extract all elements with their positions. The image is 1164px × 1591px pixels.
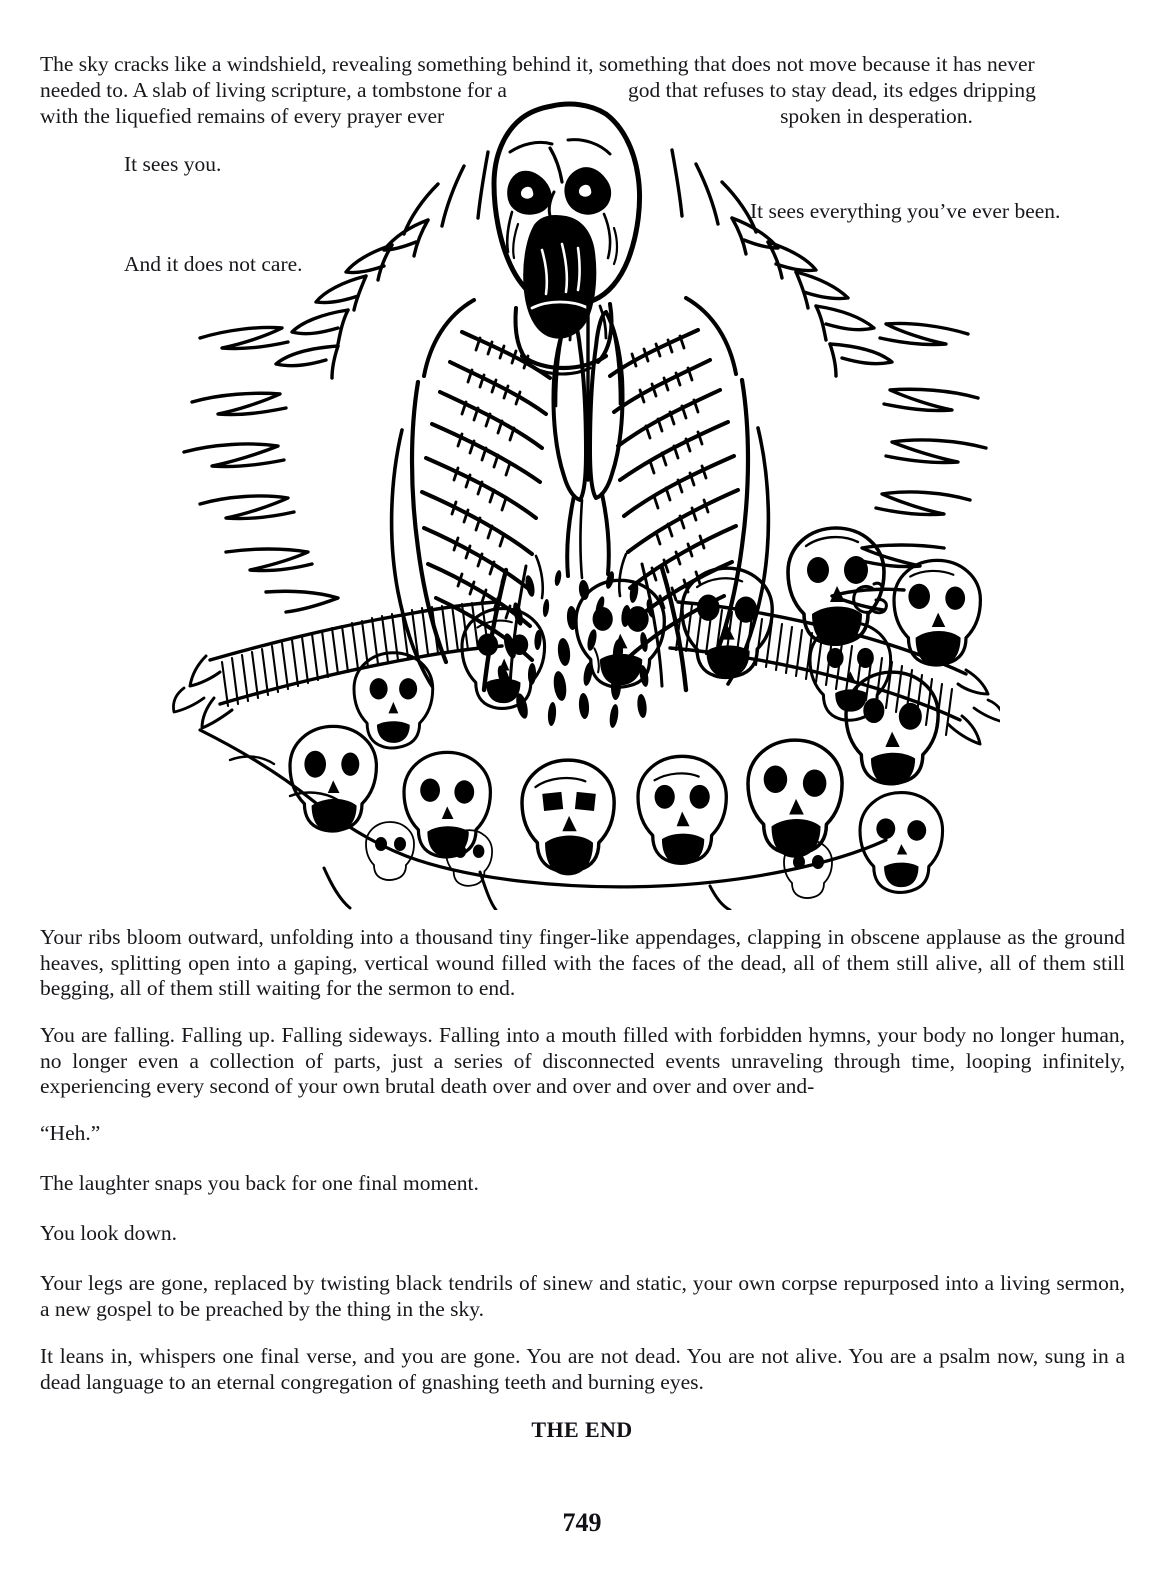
screaming-skull-head [494,104,640,374]
praying-hands [553,300,622,578]
ink-illustration-screaming-god [170,100,1000,910]
radiating-finger-appendages-left [184,152,488,612]
paragraph-ribs-bloom: Your ribs bloom outward, unfolding into a thousand tiny finger-like appendages, clapping in obscene applause as the ground heaves, splitting open into a gaping, vertical wound filled with the faces of the dead, all of them still alive, all of them still begging, all of them still waiting for the sermon to end. [40,925,1125,1000]
line-it-sees-you: It sees you. [124,152,222,176]
radiating-finger-appendages-right [672,150,986,610]
page-number: 749 [562,1508,602,1537]
paragraph-your-legs-are-gone: Your legs are gone, replaced by twisting black tendrils of sinew and static, your own corpse repurposed into a living sermon, a new gospel to be preached by the thing in the sky. [40,1271,1125,1321]
opening-left-line-1: needed to. A slab of living scripture, a tombstone for a [40,78,507,102]
the-end-heading: THE END [531,1417,633,1442]
paragraph-heh: “Heh.” [40,1121,101,1145]
pit-wall-left [173,602,502,728]
paragraph-you-look-down: You look down. [40,1221,177,1245]
opening-paragraph-line-1: The sky cracks like a windshield, revealing something behind it, something that does not move because it has never [40,52,1035,76]
line-it-sees-everything: It sees everything you’ve ever been. [750,199,1061,223]
opening-left-line-2: with the liquefied remains of every prayer ever [40,103,445,128]
line-and-it-does-not-care: And it does not care. [124,252,303,276]
opening-right-line-1: god that refuses to stay dead, its edges dripping [628,78,1036,102]
paragraph-it-leans-in: It leans in, whispers one final verse, and you are gone. You are not dead. You are not alive. You are a psalm now, sung in a dead language to an eternal congregation of gnashing teeth and burning eyes. [40,1344,1125,1394]
opening-right-line-2: spoken in desperation. [780,103,973,128]
paragraph-laughter-snaps: The laughter snaps you back for one final moment. [40,1171,479,1195]
paragraph-you-are-falling: You are falling. Falling up. Falling sideways. Falling into a mouth filled with forbidden hymns, your body no longer human, no longer even a collection of parts, just a series of disconnected events unraveling through time, looping infinitely, experiencing every second of your own brutal death over and over and over and over and- [40,1023,1125,1098]
